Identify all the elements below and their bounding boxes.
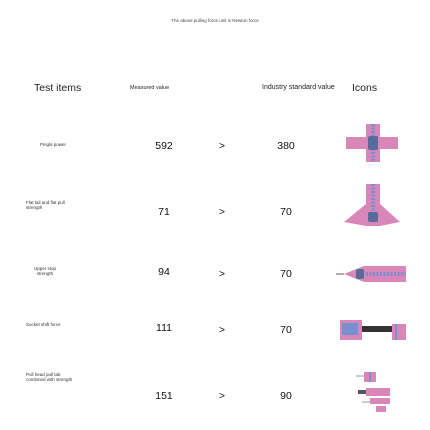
pull-tab-test-icon: [336, 366, 408, 416]
zipper-pull-icon: [336, 122, 408, 162]
standard-value: 380: [277, 140, 295, 152]
measured-value: 94: [158, 266, 170, 278]
standard-value: 90: [280, 390, 292, 402]
row-label: Socket shift force: [26, 322, 61, 327]
table-row: [0, 306, 430, 352]
comparison-sign: >: [218, 390, 226, 402]
row-label: Pingla power: [40, 142, 67, 147]
header-test-items: Test items: [34, 82, 82, 94]
table-row: [0, 170, 430, 216]
zipper-socket-icon: [336, 310, 408, 350]
standard-value: 70: [280, 324, 292, 336]
header-icons: Icons: [352, 82, 378, 94]
comparison-sign: >: [218, 324, 226, 336]
table-row: [0, 362, 430, 408]
comparison-sign: >: [218, 206, 226, 218]
row-label: Pull head pull tab combined with strength: [26, 372, 73, 383]
zipper-stop-icon: [336, 256, 408, 296]
row-label: Flat tail and flat pull strength: [26, 200, 65, 211]
measured-value: 592: [155, 140, 173, 152]
header-measured-value: Measured value: [130, 85, 170, 91]
comparison-sign: >: [218, 140, 226, 152]
comparison-sign: >: [218, 268, 226, 280]
header-industry-standard: Industry standard value: [262, 84, 335, 91]
standard-value: 70: [280, 268, 292, 280]
zipper-tail-icon: [336, 182, 408, 228]
row-label: Upper stop strength: [33, 266, 56, 277]
table-row: [0, 122, 430, 168]
measured-value: 111: [156, 322, 172, 334]
unit-note: The above pulling force unit is Newton force: [171, 18, 259, 23]
table-row: [0, 252, 430, 298]
measured-value: 71: [158, 206, 170, 218]
standard-value: 70: [280, 206, 292, 218]
measured-value: 151: [155, 390, 173, 402]
